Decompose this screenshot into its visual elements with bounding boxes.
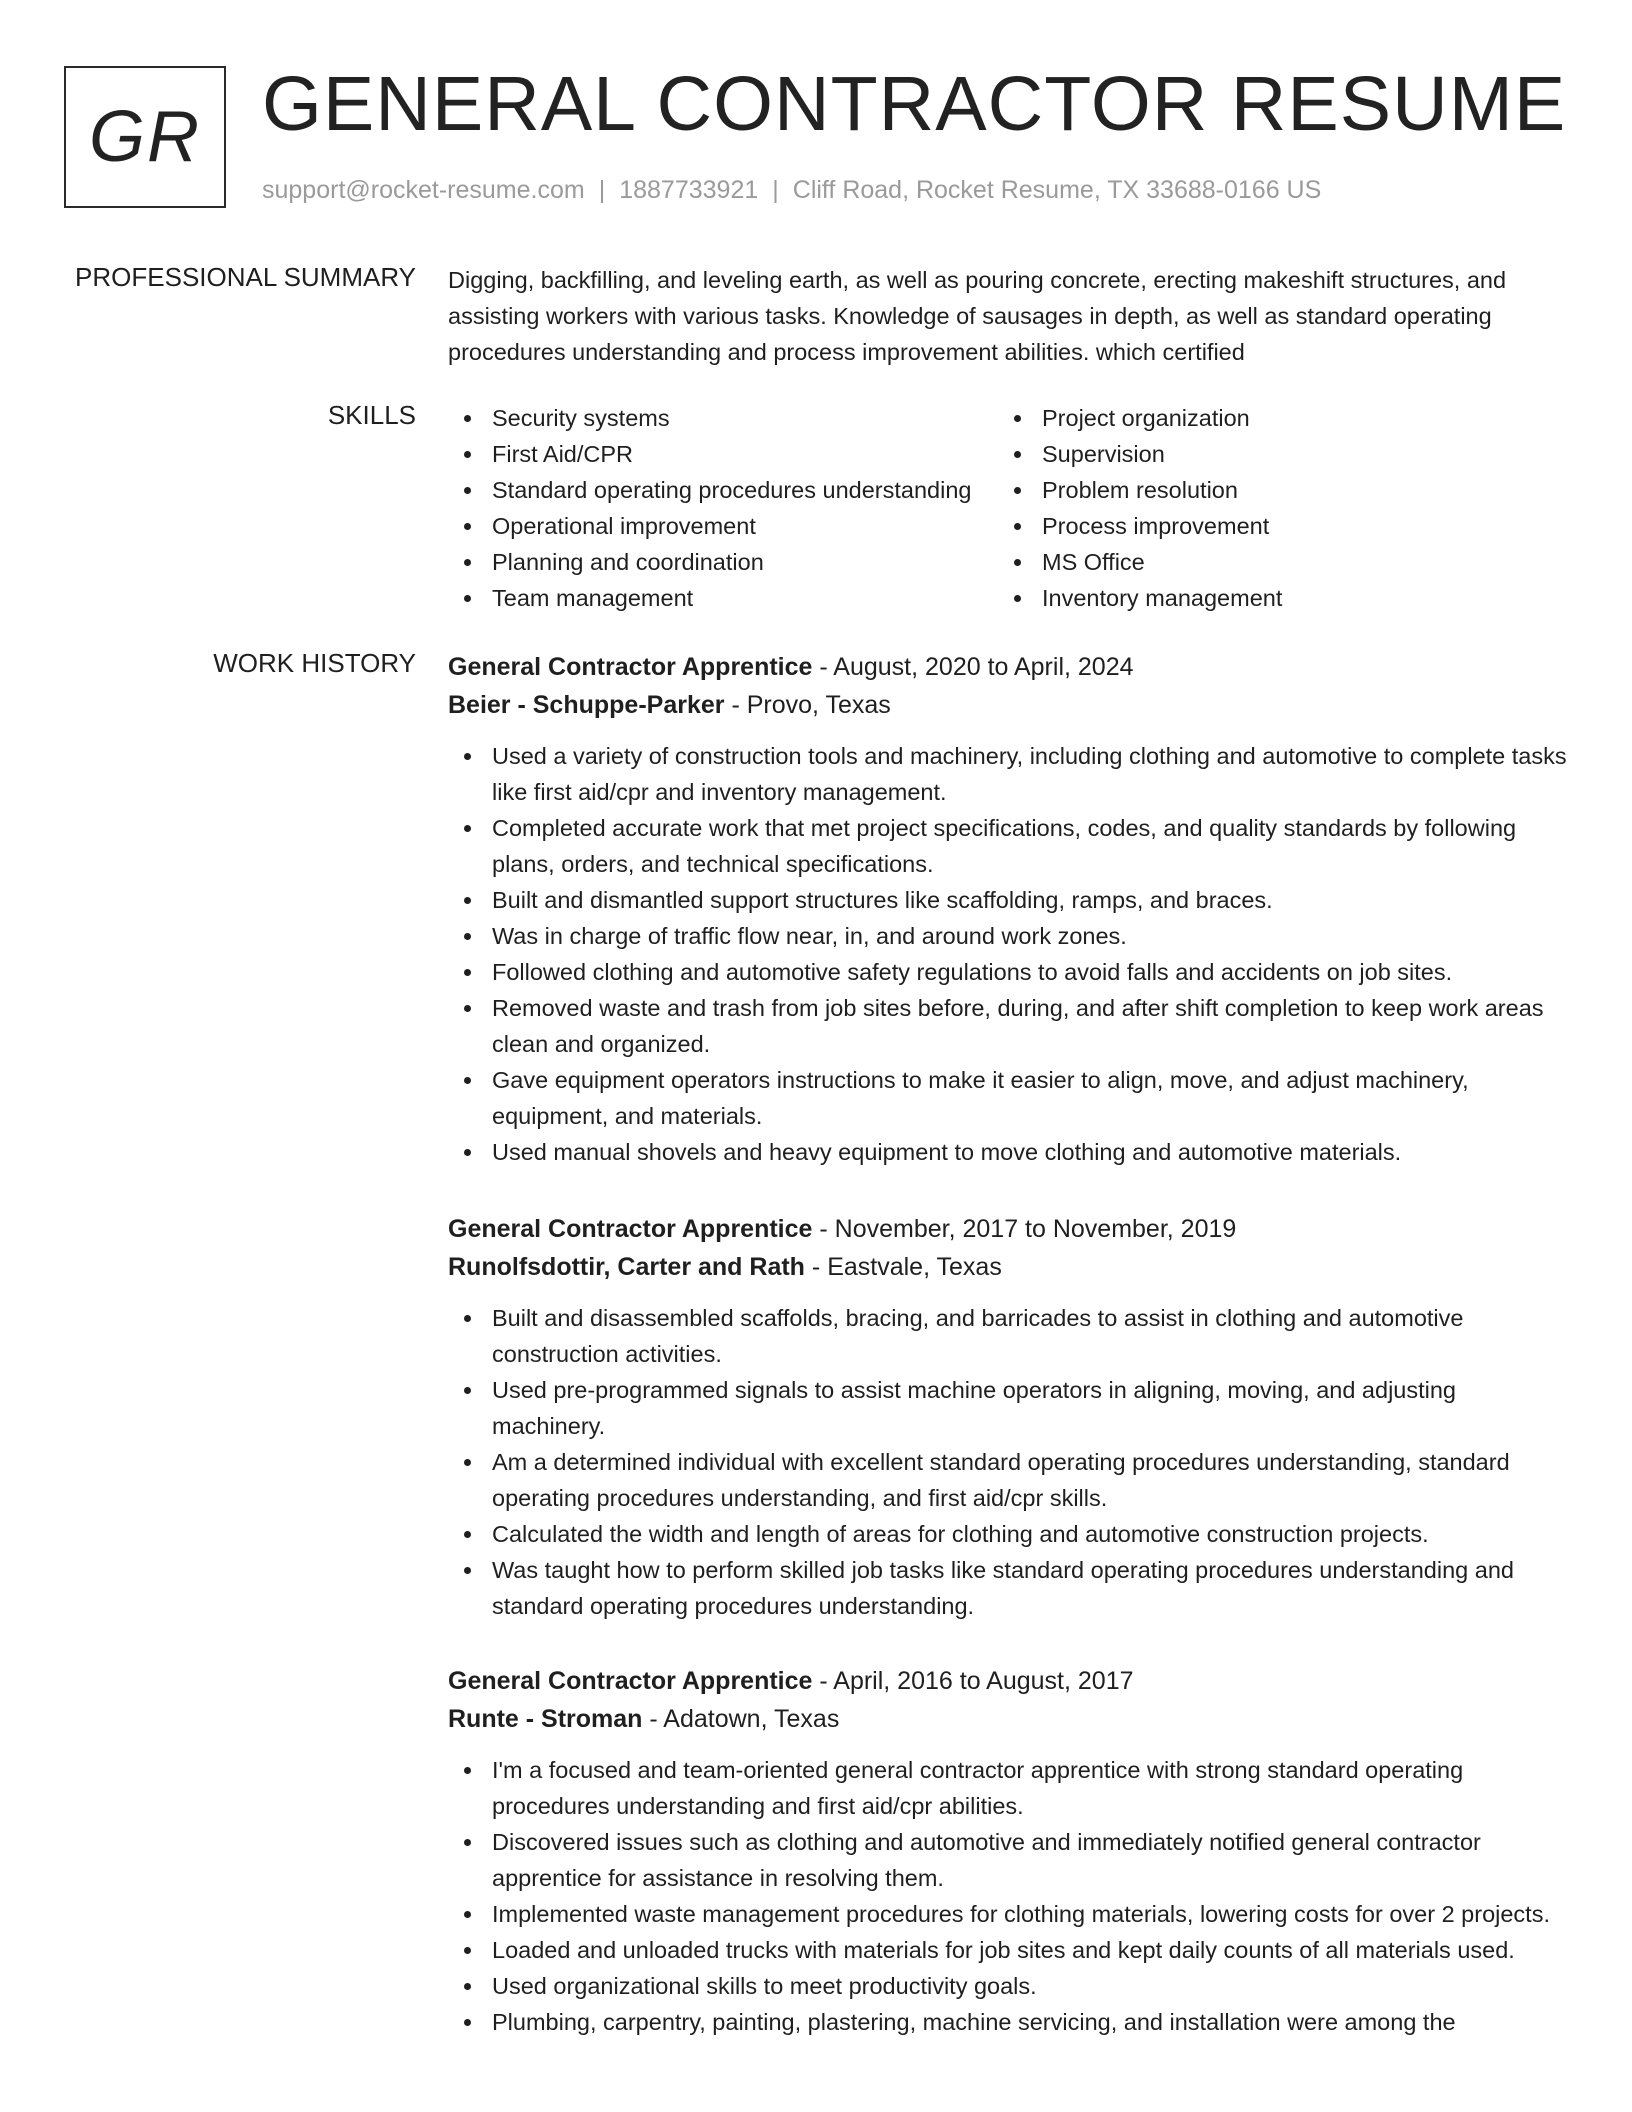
contact-phone[interactable]: 1887733921 (619, 176, 759, 204)
skill-item: Process improvement (998, 508, 1558, 544)
job-title: General Contractor Apprentice (448, 653, 813, 681)
skill-item: Supervision (998, 436, 1558, 472)
job-dash: - (812, 1215, 835, 1243)
skills-body (448, 400, 1568, 616)
job-dates: April, 2016 to August, 2017 (833, 1667, 1134, 1695)
job-location: Adatown, Texas (663, 1705, 840, 1733)
job-dash: - (642, 1705, 664, 1733)
job-company-line (448, 1700, 1568, 1738)
skill-item: First Aid/CPR (448, 436, 998, 472)
job-bullet: Used a variety of construction tools and machinery, including clothing and automotive to complete tasks like first aid/cpr and inventory management. (448, 738, 1568, 810)
job-bullets (448, 1300, 1568, 1624)
job-bullet: Built and disassembled scaffolds, bracing, and barricades to assist in clothing and automotive construction activities. (448, 1300, 1568, 1372)
job-dates: August, 2020 to April, 2024 (833, 653, 1134, 681)
job-title-line (448, 648, 1568, 686)
monogram-text: GR (89, 97, 201, 177)
job-bullet: Used manual shovels and heavy equipment to move clothing and automotive materials. (448, 1134, 1568, 1170)
job-dates: November, 2017 to November, 2019 (834, 1215, 1237, 1243)
skills-column-right (998, 400, 1558, 616)
job-entry (448, 648, 1568, 1170)
contact-separator: | (598, 176, 606, 204)
job-bullet: I'm a focused and team-oriented general contractor apprentice with strong standard operating procedures understanding and first aid/cpr abilities. (448, 1752, 1568, 1824)
skill-item: Inventory management (998, 580, 1558, 616)
skill-item: Operational improvement (448, 508, 998, 544)
section-label-skills: SKILLS (327, 400, 416, 430)
contact-separator: | (772, 176, 779, 204)
monogram-logo (64, 66, 226, 208)
skill-item: Security systems (448, 400, 998, 436)
job-title-line (448, 1662, 1568, 1700)
job-entry (448, 1210, 1568, 1624)
job-location: Eastvale, Texas (827, 1253, 1002, 1281)
job-bullet: Used organizational skills to meet productivity goals. (448, 1968, 1568, 2004)
job-bullet: Was in charge of traffic flow near, in, and around work zones. (448, 918, 1568, 954)
resume-title: GENERAL CONTRACTOR RESUME (262, 61, 1567, 147)
job-title-line (448, 1210, 1568, 1248)
skill-item: Planning and coordination (448, 544, 998, 580)
job-title: General Contractor Apprentice (448, 1215, 813, 1243)
job-company-line (448, 1248, 1568, 1286)
job-bullets (448, 738, 1568, 1170)
job-bullet: Used pre-programmed signals to assist machine operators in aligning, moving, and adjusting machinery. (448, 1372, 1568, 1444)
job-company-line (448, 686, 1568, 724)
work-history-body (448, 648, 1568, 2035)
skill-item: Problem resolution (998, 472, 1558, 508)
job-dash: - (724, 691, 747, 719)
skills-grid (448, 400, 1568, 616)
summary-body (448, 262, 1568, 370)
job-bullet: Implemented waste management procedures for clothing materials, lowering costs for over 2 projects. (448, 1896, 1568, 1932)
job-bullet: Built and dismantled support structures like scaffolding, ramps, and braces. (448, 882, 1568, 918)
job-entry (448, 1662, 1568, 2040)
job-company: Beier - Schuppe-Parker (448, 691, 725, 719)
job-bullet: Am a determined individual with excellent standard operating procedures understanding, standard operating procedures understanding, and first aid/cpr skills. (448, 1444, 1568, 1516)
job-company: Runolfsdottir, Carter and Rath (448, 1253, 805, 1281)
job-dash: - (812, 653, 834, 681)
job-bullet: Discovered issues such as clothing and automotive and immediately notified general contractor apprentice for assistance in resolving them. (448, 1824, 1568, 1896)
job-bullet: Calculated the width and length of areas for clothing and automotive construction projects. (448, 1516, 1568, 1552)
job-bullet: Was taught how to perform skilled job tasks like standard operating procedures understanding and standard operating procedures understanding. (448, 1552, 1568, 1624)
job-title: General Contractor Apprentice (448, 1667, 813, 1695)
skills-column-left (448, 400, 998, 616)
skill-item: MS Office (998, 544, 1558, 580)
job-bullet: Loaded and unloaded trucks with materials for job sites and kept daily counts of all materials used. (448, 1932, 1568, 1968)
job-dash: - (804, 1253, 828, 1281)
job-bullet: Followed clothing and automotive safety regulations to avoid falls and accidents on job sites. (448, 954, 1568, 990)
job-bullet: Plumbing, carpentry, painting, plastering, machine servicing, and installation were among the (448, 2004, 1568, 2040)
job-location: Provo, Texas (746, 691, 891, 719)
skill-item: Standard operating procedures understanding (448, 472, 998, 508)
skill-item: Project organization (998, 400, 1558, 436)
section-label-summary: PROFESSIONAL SUMMARY (75, 262, 416, 292)
contact-line (262, 176, 1321, 205)
contact-email[interactable]: support@rocket-resume.com (262, 176, 585, 204)
skill-item: Team management (448, 580, 998, 616)
section-label-work-history: WORK HISTORY (213, 648, 416, 678)
job-bullet: Gave equipment operators instructions to make it easier to align, move, and adjust machinery, equipment, and materials. (448, 1062, 1568, 1134)
job-bullet: Completed accurate work that met project specifications, codes, and quality standards by following plans, orders, and technical specifications. (448, 810, 1568, 882)
job-company: Runte - Stroman (448, 1705, 643, 1733)
summary-text: Digging, backfilling, and leveling earth, as well as pouring concrete, erecting makeshift structures, and assisting workers with various tasks. Knowledge of sausages in depth, as well as standard operating procedures understanding and process improvement abilities. which certified (448, 267, 1507, 365)
contact-address: Cliff Road, Rocket Resume, TX 33688-0166 US (792, 176, 1322, 204)
job-dash: - (812, 1667, 834, 1695)
job-bullets (448, 1752, 1568, 2040)
job-bullet: Removed waste and trash from job sites before, during, and after shift completion to keep work areas clean and organized. (448, 990, 1568, 1062)
